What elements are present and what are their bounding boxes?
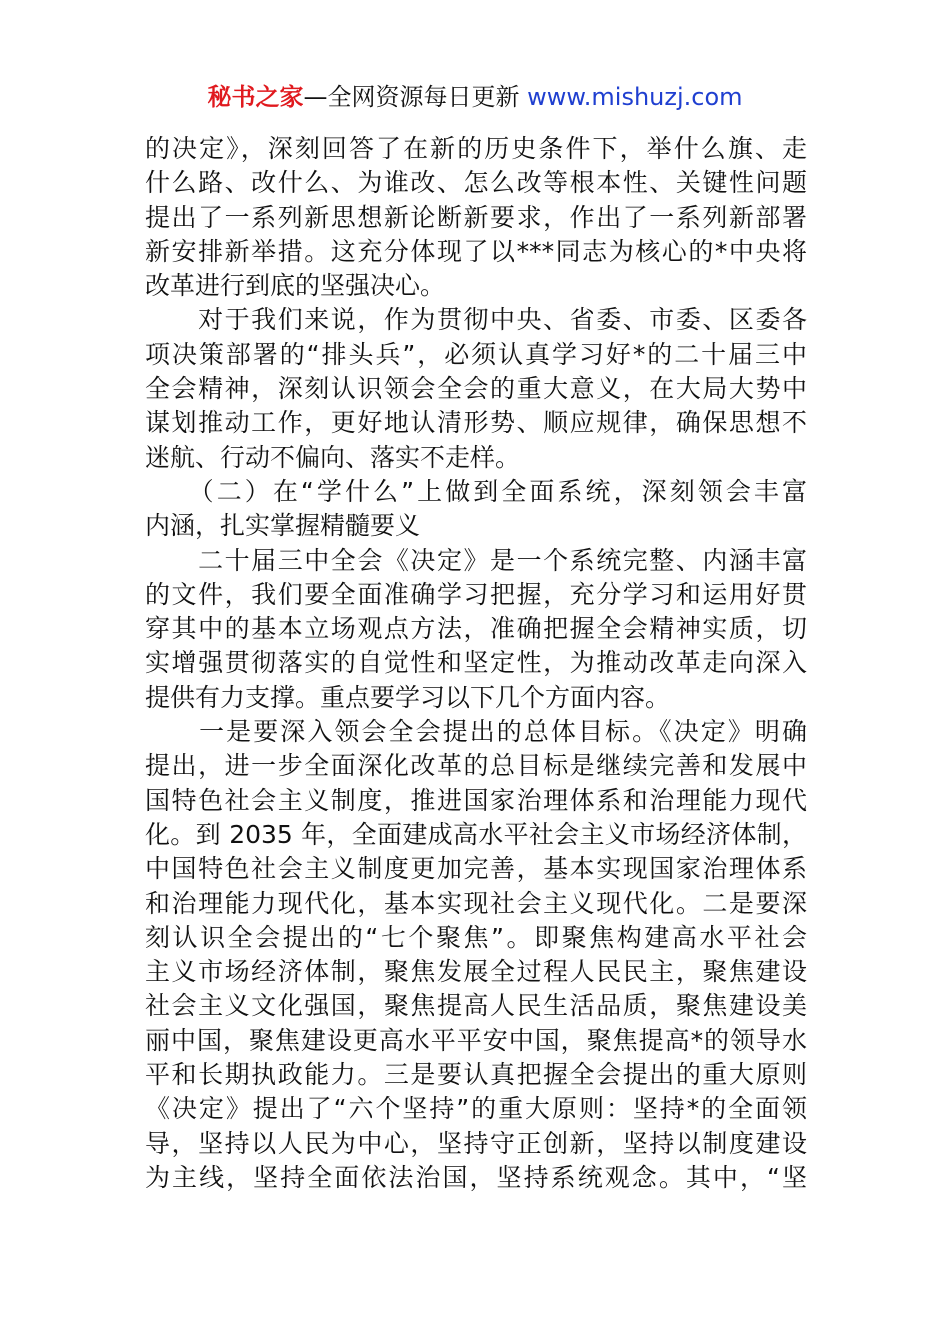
site-header xyxy=(0,80,950,114)
body-text-line: 项决策部署的“排头兵”，必须认真学习好*的二十届三中 xyxy=(145,339,807,369)
body-text-line: 二十届三中全会《决定》是一个系统完整、内涵丰富 xyxy=(145,545,807,575)
body-text-line: 提出，进一步全面深化改革的总目标是继续完善和发展中 xyxy=(145,751,807,781)
body-text-line: 国特色社会主义制度，推进国家治理体系和治理能力现代 xyxy=(145,785,807,815)
body-text-line: 社会主义文化强国，聚焦提高人民生活品质，聚焦建设美 xyxy=(145,991,807,1021)
header-slogan: —全网资源每日更新 xyxy=(303,83,520,111)
body-text-line: 主义市场经济体制，聚焦发展全过程人民民主，聚焦建设 xyxy=(145,957,807,987)
body-text-line: 迷航、行动不偏向、落实不走样。 xyxy=(145,442,521,472)
body-text-line: 对于我们来说，作为贯彻中央、省委、市委、区委各 xyxy=(145,305,807,335)
body-text-line: 为主线，坚持全面依法治国，坚持系统观念。其中，“坚 xyxy=(145,1162,807,1192)
body-text-line: 谋划推动工作，更好地认清形势、顺应规律，确保思想不 xyxy=(145,408,807,438)
body-text-line: 化。到 2035 年，全面建成高水平社会主义市场经济体制， xyxy=(145,819,807,849)
brand-name: 秘书之家 xyxy=(207,83,304,111)
body-text-line: （二）在“学什么”上做到全面系统，深刻领会丰富 xyxy=(145,476,807,506)
body-text-line: 的文件，我们要全面准确学习把握，充分学习和运用好贯 xyxy=(145,579,807,609)
body-text-line: 《决定》提出了“六个坚持”的重大原则：坚持*的全面领 xyxy=(145,1094,807,1124)
body-text-line: 和治理能力现代化，基本实现社会主义现代化。二是要深 xyxy=(145,888,807,918)
body-text-line: 提供有力支撑。重点要学习以下几个方面内容。 xyxy=(145,682,671,712)
body-text-line: 新安排新举措。这充分体现了以***同志为核心的*中央将 xyxy=(145,236,807,266)
body-text-line: 全会精神，深刻认识领会全会的重大意义，在大局大势中 xyxy=(145,374,807,404)
body-text-line: 中国特色社会主义制度更加完善，基本实现国家治理体系 xyxy=(145,854,807,884)
body-text-line: 丽中国，聚焦建设更高水平平安中国，聚焦提高*的领导水 xyxy=(145,1025,807,1055)
body-text-line: 导，坚持以人民为中心，坚持守正创新，坚持以制度建设 xyxy=(145,1128,807,1158)
document-body xyxy=(145,132,807,1195)
body-text-line: 内涵，扎实掌握精髓要义 xyxy=(145,511,421,541)
body-text-line: 什么路、改什么、为谁改、怎么改等根本性、关键性问题 xyxy=(145,168,807,198)
body-text-line: 改革进行到底的坚强决心。 xyxy=(145,271,446,301)
site-url-link[interactable]: www.mishuzj.com xyxy=(527,83,743,111)
body-text-line: 穿其中的基本立场观点方法，准确把握全会精神实质，切 xyxy=(145,614,807,644)
body-text-line: 一是要深入领会全会提出的总体目标。《决定》明确 xyxy=(145,717,807,747)
body-text-line: 平和长期执政能力。三是要认真把握全会提出的重大原则 xyxy=(145,1060,807,1090)
body-text-line: 刻认识全会提出的“七个聚焦”。即聚焦构建高水平社会 xyxy=(145,922,807,952)
body-text-line: 的决定》，深刻回答了在新的历史条件下，举什么旗、走 xyxy=(145,134,807,163)
body-text-line: 实增强贯彻落实的自觉性和坚定性，为推动改革走向深入 xyxy=(145,648,807,678)
body-text-line: 提出了一系列新思想新论断新要求，作出了一系列新部署 xyxy=(145,202,807,232)
